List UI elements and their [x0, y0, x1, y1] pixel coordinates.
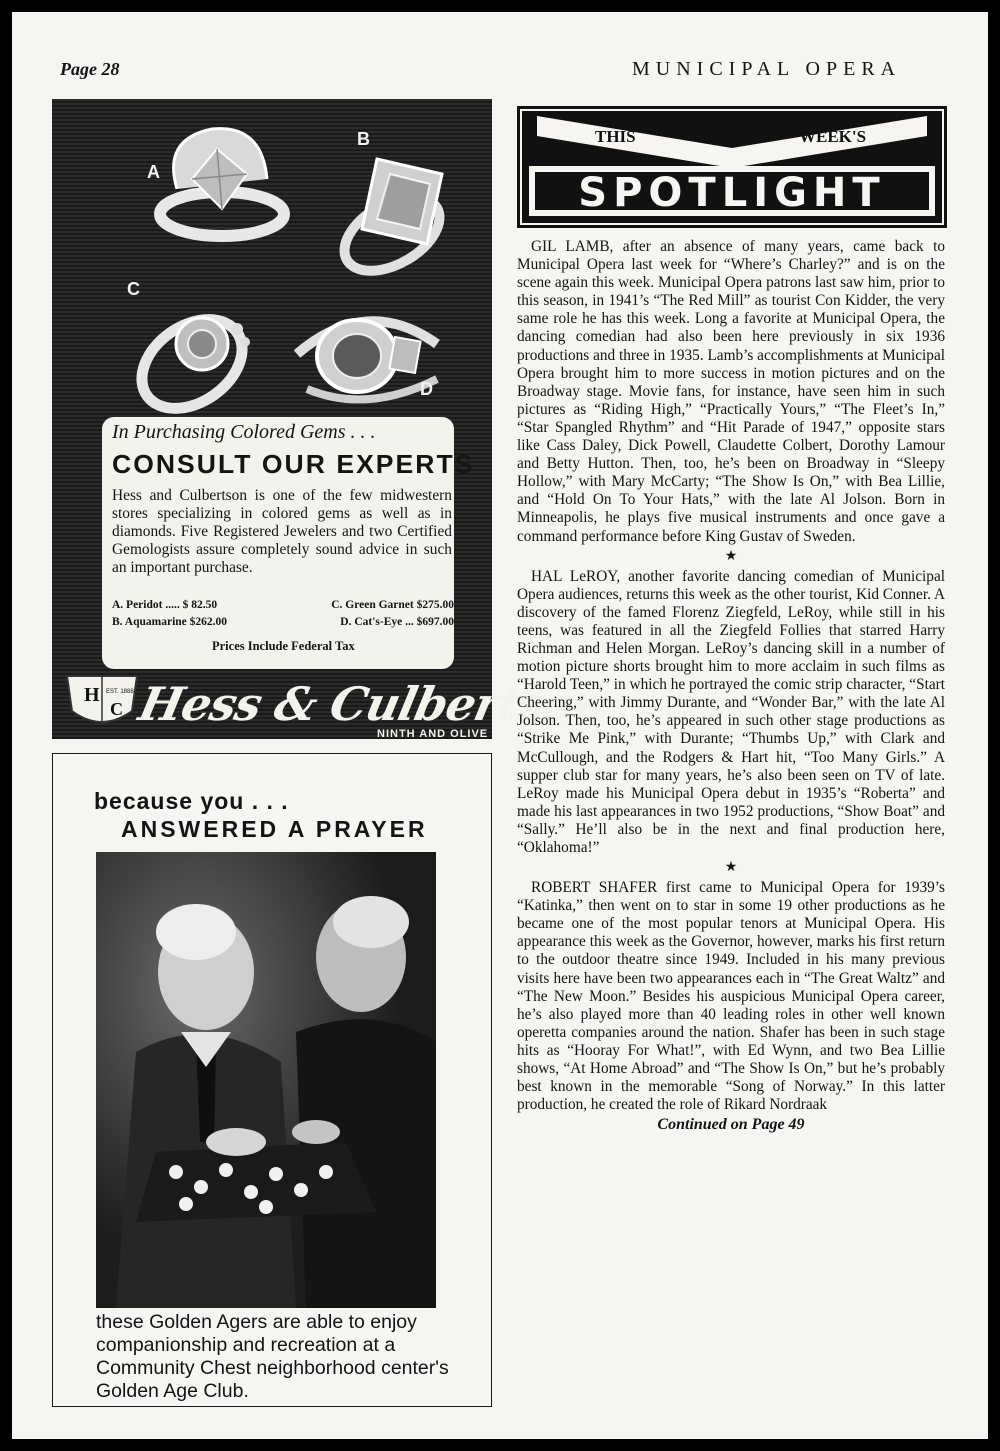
ring-c-illustration: [127, 284, 267, 419]
ad-heading-line-2: ANSWERED A PRAYER: [121, 816, 428, 842]
ad-tagline: In Purchasing Colored Gems . . .: [112, 421, 376, 443]
price-item: A. Peridot ..... $ 82.50: [112, 599, 218, 611]
community-chest-advertisement: [52, 753, 492, 1407]
page-number: Page 28: [60, 59, 120, 79]
price-note: Prices Include Federal Tax: [212, 639, 355, 653]
jewelry-advertisement: [52, 99, 612, 740]
spotlight-this: THIS: [595, 127, 636, 146]
crest-est: EST. 1888: [106, 689, 134, 695]
ad-headline: CONSULT OUR EXPERTS: [112, 449, 475, 479]
ring-label-a: A: [147, 162, 160, 182]
star-separator: ★: [724, 860, 738, 876]
brand-logo: Hess & Culbertson: [134, 677, 612, 731]
spotlight-article: [517, 238, 945, 1134]
article-paragraph: HAL LeROY, another favorite dancing comedian of Municipal Opera audiences, returns this week as the other tourist, Kid Conner. A discovery of the famed Florenz Ziegfeld, LeRoy, while still in his teens, was featured in all the Ziegfeld Follies that starred Harry Richman and Helen Morgan. LeRoy’s dancing skill in a number of motion picture shorts brought him to more acclaim in such films as “Harold Teen,” in which he portrayed the comic strip character, “Start Cheering,” with Jimmy Durante, and “Wonder Bar,” with the late Al Jolson. Then, too, he’s appeared in such other stage productions as “Strike Me Pink,” with Durante; “Thumbs Up,” with Clark and McCullough, and the Rodgers & Hart hit, “Too Many Girls.” A supper club star for many years, he’s also been seen on TV of late. LeRoy made his Municipal Opera debut in 1935’s “Roberta” and made his last appearances in two 1952 productions, “Show Boat” and “Sally.” He’ll also be in the next and final production here, “Oklahoma!”: [517, 567, 945, 856]
price-item: D. Cat's-Eye ... $697.00: [340, 616, 454, 628]
ad-text-panel: [102, 417, 475, 669]
spotlight-banner: [517, 106, 947, 228]
ring-d-illustration: [287, 294, 447, 419]
article-paragraph: ROBERT SHAFER first came to Municipal Opera for 1939’s “Katinka,” then went on to star in some 19 other productions as he became one of the most popular tenors at Municipal Opera. His appearance this week as the Governor, however, marks his first return to the outdoor theatre since 1949. Included in his many previous visits here have been two appearances each in “The Great Waltz” and “The New Moon.” Besides his auspicious Municipal Opera career, he’s also played more than 40 leading roles in other well known operetta companies around the nation. Shafer has been in such stage hits as “Hooray For What!”, with Ed Wynn, and two Bea Lillie shows, “At Home Abroad” and “The Show Is On,” but he’s probably best known in the memorable “Song of Norway.” In this latter production, he created the role of Rikard Nordraak: [517, 879, 945, 1114]
price-row: [112, 616, 454, 633]
ring-label-b: B: [357, 129, 370, 149]
ring-b-illustration: [332, 139, 472, 279]
golden-agers-photo: [96, 852, 436, 1308]
star-separator: ★: [724, 548, 738, 564]
publication-title: MUNICIPAL OPERA: [632, 58, 902, 80]
spotlight-title: SPOTLIGHT: [578, 170, 886, 216]
ad-caption: these Golden Agers are able to enjoy companionship and recreation at a Community Chest neighborhood center's Golden Age Club.: [96, 1311, 449, 1402]
continued-link[interactable]: Continued on Page 49: [657, 1116, 805, 1134]
brand-address: NINTH AND OLIVE: [377, 728, 489, 740]
ad-body-text: Hess and Culbertson is one of the few midwestern stores specializing in colored gems as well as in diamonds. Five Registered Jewelers and two Certified Gemologists assure completely sound advice in such an important purchase.: [112, 487, 452, 576]
article-paragraph: GIL LAMB, after an absence of many years, came back to Municipal Opera last week for “Where’s Charley?” and is on the scene again this week. Municipal Opera patrons last saw him, prior to this season, in 1941’s “The Red Mill” as tourist Con Kidder, the very same role he has this week. Long a favorite at Municipal Opera, the dancing comedian had also been here previously in six 1936 productions and three in 1935. Lamb’s accomplishments at Municipal Opera brought him to more success in motion pictures and on the Broadway stage. Movie fans, for instance, have seen him in such pictures as “Riding High,” “Practically Yours,” “The Fleet’s In,” “Star Spangled Rhythm” and “Hit Parade of 1947,” opposite stars like Cass Daley, Dick Powell, Claudette Colbert, Dorothy Lamour and Betty Hutton. Then, too, he’s been on Broadway in “Sleepy Hollow,” with Mary McCarty; “The Show Is On,” with Bea Lillie, and “Hold On To Your Hats,” with the late Al Jolson. Born in Minneapolis, he plays five musical instruments and once gave a command performance before King Gustav of Sweden.: [517, 238, 945, 545]
price-item: B. Aquamarine $262.00: [112, 616, 228, 628]
crest-letter-h: H: [84, 684, 100, 706]
crest-letter-c: C: [110, 699, 123, 719]
price-list: [112, 599, 454, 633]
ring-a-illustration: [142, 119, 292, 254]
magazine-page: [12, 12, 988, 1439]
crest-logo: [62, 671, 142, 731]
spotlight-weeks: WEEK'S: [799, 127, 867, 146]
ring-label-c: C: [127, 279, 140, 299]
price-row: [112, 599, 454, 616]
price-item: C. Green Garnet $275.00: [331, 599, 454, 611]
ad-heading-line-1: because you . . .: [94, 788, 289, 814]
ring-label-d: D: [420, 379, 433, 399]
